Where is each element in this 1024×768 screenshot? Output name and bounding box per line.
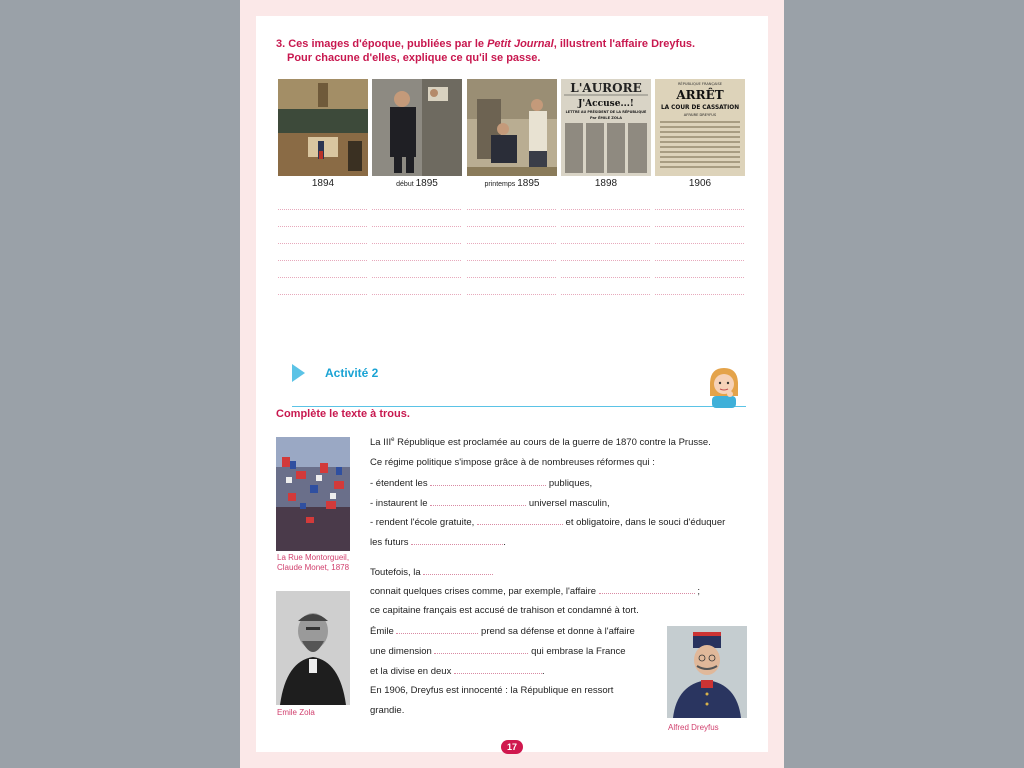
- writing-line[interactable]: [467, 209, 556, 210]
- image-printemps-1895: [467, 79, 557, 176]
- writing-line[interactable]: [561, 226, 650, 227]
- text-seg: ;: [697, 586, 700, 597]
- dreyfus-photo: [667, 626, 747, 718]
- text-seg: .: [541, 666, 545, 677]
- image-1906-arret: [655, 79, 745, 176]
- zola-photo: [276, 591, 350, 705]
- text-seg: qui embrase la France: [531, 646, 626, 657]
- text-seg: - étendent les: [370, 478, 428, 489]
- text-seg: .: [503, 537, 506, 548]
- writing-line[interactable]: [655, 260, 744, 261]
- monet-caption-1: La Rue Montorgueil,: [277, 553, 350, 562]
- caption-pre: début: [396, 181, 416, 188]
- text-seg: publiques,: [548, 478, 593, 489]
- text-line-2: Ce régime politique s'impose grâce à de nombreuses réformes qui :: [370, 457, 655, 468]
- writing-line[interactable]: [372, 277, 461, 278]
- aurore-author: Par ÉMILE ZOLA: [589, 116, 623, 120]
- blank-3[interactable]: [477, 516, 563, 525]
- writing-line[interactable]: [655, 243, 744, 244]
- text-line-4: [370, 497, 610, 509]
- writing-line[interactable]: [467, 277, 556, 278]
- text-seg: - rendent l'école gratuite,: [370, 517, 475, 528]
- monet-painting: [276, 437, 350, 551]
- text-seg: les futurs: [370, 537, 409, 548]
- blank-2[interactable]: [430, 497, 526, 506]
- writing-line[interactable]: [561, 243, 650, 244]
- q3-text-end: , illustrent l'affaire Dreyfus.: [553, 38, 696, 50]
- text-line-12: [370, 665, 545, 677]
- text-seg: et la divise en deux: [370, 666, 452, 677]
- page-number: 17: [501, 740, 523, 754]
- q3-italic: Petit Journal: [487, 38, 554, 50]
- text-seg: universel masculin,: [528, 498, 610, 509]
- writing-line[interactable]: [278, 226, 367, 227]
- caption-year: 1906: [688, 178, 712, 189]
- caption-pre: printemps: [484, 181, 518, 188]
- zola-caption: Emile Zola: [277, 708, 315, 717]
- jaccuse-text: J'Accuse...!: [578, 99, 634, 109]
- activity-title: Activité 2: [325, 366, 379, 380]
- dreyfus-caption: Alfred Dreyfus: [668, 723, 719, 732]
- text-line-3: [370, 477, 592, 489]
- writing-line[interactable]: [655, 226, 744, 227]
- writing-line[interactable]: [372, 209, 461, 210]
- arret-cour: LA COUR DE CASSATION: [660, 105, 740, 111]
- blank-6[interactable]: [599, 585, 695, 594]
- writing-line[interactable]: [655, 294, 744, 295]
- monet-caption: [277, 553, 349, 573]
- text-seg: République est proclamée au cours de la guerre de 1870 contre la Prusse.: [394, 437, 711, 449]
- text-seg: Toutefois, la: [370, 567, 421, 578]
- image-1898-aurore: [561, 79, 651, 176]
- writing-line[interactable]: [372, 294, 461, 295]
- text-line-9: ce capitaine français est accusé de trahison et condamné à tort.: [370, 605, 639, 616]
- writing-line[interactable]: [467, 243, 556, 244]
- q3-text: 3. Ces images d'époque, publiées par le: [276, 38, 488, 50]
- image-debut-1895: [372, 79, 462, 176]
- aurore-title: L'AURORE: [570, 81, 642, 95]
- image-1894: [278, 79, 368, 176]
- text-line-7: [370, 566, 493, 578]
- blank-1[interactable]: [430, 477, 546, 486]
- writing-line[interactable]: [372, 226, 461, 227]
- writing-line[interactable]: [561, 294, 650, 295]
- text-line-13: En 1906, Dreyfus est innocenté : la République en ressort: [370, 685, 614, 696]
- aurore-letter: LETTRE AU PRÉSIDENT DE LA RÉPUBLIQUE: [565, 110, 647, 114]
- caption-year: 1895: [415, 178, 438, 189]
- text-seg: connait quelques crises comme, par exemple, l'affaire: [370, 586, 597, 597]
- monet-caption-2: Claude Monet, 1878: [277, 563, 350, 572]
- text-line-14: grandie.: [370, 705, 405, 716]
- arret-affaire: AFFAIRE DREYFUS: [683, 113, 717, 117]
- writing-line[interactable]: [467, 294, 556, 295]
- question-3: [276, 37, 756, 65]
- writing-line[interactable]: [561, 260, 650, 261]
- caption-1894: [277, 178, 369, 189]
- activity-arrow-icon: [292, 364, 305, 382]
- caption-1898: [560, 178, 652, 189]
- activity-underline: [292, 406, 746, 407]
- writing-line[interactable]: [467, 260, 556, 261]
- caption-year: 1895: [517, 178, 540, 189]
- text-seg: prend sa défense et donne à l'affaire: [481, 626, 635, 637]
- blank-9[interactable]: [454, 665, 542, 674]
- blank-8[interactable]: [434, 645, 528, 654]
- activity-instruction: Complète le texte à trous.: [276, 408, 410, 420]
- text-seg: et obligatoire, dans le souci d'éduquer: [565, 517, 726, 528]
- blank-7[interactable]: [396, 625, 478, 634]
- writing-line[interactable]: [278, 243, 367, 244]
- caption-year: 1898: [594, 178, 618, 189]
- writing-line[interactable]: [372, 260, 461, 261]
- caption-debut-1895: [371, 178, 463, 189]
- text-line-5: [370, 516, 725, 528]
- caption-printemps-1895: [466, 178, 558, 189]
- writing-line[interactable]: [561, 277, 650, 278]
- girl-thinking-icon: [704, 366, 744, 408]
- writing-line[interactable]: [278, 209, 367, 210]
- q3-line2: Pour chacune d'elles, explique ce qu'il se passe.: [287, 52, 541, 64]
- blank-4[interactable]: [411, 536, 503, 545]
- arret-header: RÉPUBLIQUE FRANÇAISE: [677, 82, 723, 86]
- writing-line[interactable]: [278, 277, 367, 278]
- text-line-6: [370, 536, 506, 548]
- writing-line[interactable]: [372, 243, 461, 244]
- writing-line[interactable]: [278, 260, 367, 261]
- text-seg: - instaurent le: [370, 498, 428, 509]
- arret-title: ARRÊT: [676, 88, 724, 102]
- text-seg: Émile: [370, 626, 394, 637]
- text-seg: La III: [370, 437, 392, 449]
- workbook-page: [240, 0, 784, 768]
- caption-1906: [654, 178, 746, 189]
- text-line-11: [370, 645, 626, 657]
- writing-line[interactable]: [278, 294, 367, 295]
- blank-5[interactable]: [423, 566, 493, 575]
- text-line-10: [370, 625, 635, 637]
- caption-year: 1894: [311, 178, 335, 189]
- text-sup: e: [391, 437, 395, 443]
- text-seg: une dimension: [370, 646, 432, 657]
- writing-line[interactable]: [655, 277, 744, 278]
- text-line-1: [370, 437, 711, 448]
- writing-line[interactable]: [561, 209, 650, 210]
- page-content: [256, 16, 768, 752]
- text-line-8: [370, 585, 700, 597]
- writing-line[interactable]: [655, 209, 744, 210]
- writing-line[interactable]: [467, 226, 556, 227]
